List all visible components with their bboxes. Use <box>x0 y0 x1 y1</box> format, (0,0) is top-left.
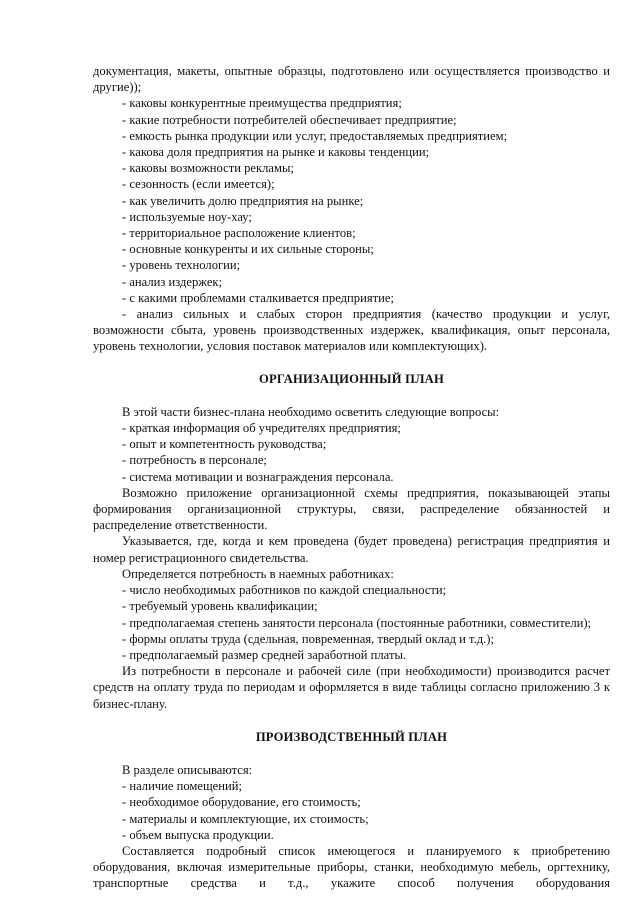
prod-plan-heading: ПРОИЗВОДСТВЕННЫЙ ПЛАН <box>255 729 448 744</box>
prod-plan-item: - объем выпуска продукции. <box>122 827 274 842</box>
intro-item: - как увеличить долю предприятия на рынке; <box>122 193 364 208</box>
org-plan-item: - краткая информация об учредителях предприятия; <box>122 421 401 436</box>
prod-plan-item: - материалы и комплектующие, их стоимость; <box>122 811 369 826</box>
intro-item: - емкость рынка продукции или услуг, предоставляемых предприятием; <box>122 128 508 143</box>
intro-item: - используемые ноу-хау; <box>122 209 252 224</box>
intro-item: - какова доля предприятия на рынке и каковы тенденции; <box>122 145 430 160</box>
intro-item: - территориальное расположение клиентов; <box>122 226 356 241</box>
analysis-paragraph: - анализ сильных и слабых сторон предприятия (качество продукции и услуг, возможности сбыта, уровень производственных издержек, квалификация, опыт персонала, уровень технологии, условия поставок материалов или комплектующих). <box>93 307 610 354</box>
prod-plan-item: - наличие помещений; <box>122 779 242 794</box>
org-plan-heading: ОРГАНИЗАЦИОННЫЙ ПЛАН <box>259 371 444 386</box>
org-plan-lead: В этой части бизнес-плана необходимо осветить следующие вопросы: <box>122 404 500 419</box>
intro-item: - основные конкуренты и их сильные стороны; <box>122 242 374 257</box>
document-page <box>93 63 610 892</box>
intro-continuation: документация, макеты, опытные образцы, подготовлено или осуществляется производство и другие)); <box>93 64 610 95</box>
staff-item: - предполагаемая степень занятости персонала (постоянные работники, совместители); <box>122 615 592 630</box>
org-scheme-paragraph: Возможно приложение организационной схемы предприятия, показывающей этапы формирования организационной структуры, связи, распределение обязанностей и распределение ответственности. <box>93 485 610 533</box>
prod-plan-item: - необходимое оборудование, его стоимость; <box>122 795 361 810</box>
registration-paragraph: Указывается, где, когда и кем проведена (будет проведена) регистрация предприятия и номер регистрационного свидетельства. <box>93 534 610 565</box>
intro-item: - каковы конкурентные преимущества предприятия; <box>122 96 402 111</box>
payroll-paragraph: Из потребности в персонале и рабочей силе (при необходимости) производится расчет средств на оплату труда по периодам и оформляется в виде таблицы согласно приложению 3 к бизнес-плану. <box>93 664 610 711</box>
org-plan-item: - система мотивации и вознаграждения персонала. <box>122 469 394 484</box>
org-plan-item: - потребность в персонале; <box>122 453 267 468</box>
equipment-paragraph: Составляется подробный список имеющегося и планируемого к приобретению оборудования, включая измерительные приборы, станки, необходимую мебель, оргтехнику, транспортные средства и т.д., укажите способ получения оборудования <box>93 843 610 891</box>
intro-item: - каковы возможности рекламы; <box>122 161 294 176</box>
intro-item: - анализ издержек; <box>122 274 223 289</box>
intro-item: - сезонность (если имеется); <box>122 177 275 192</box>
intro-item: - с какими проблемами сталкивается предприятие; <box>122 290 394 305</box>
intro-item: - уровень технологии; <box>122 258 241 273</box>
intro-item: - какие потребности потребителей обеспечивает предприятие; <box>122 112 457 127</box>
prod-plan-lead: В разделе описываются: <box>122 762 253 777</box>
staff-lead: Определяется потребность в наемных работниках: <box>122 566 394 581</box>
staff-item: - число необходимых работников по каждой специальности; <box>122 583 447 598</box>
staff-item: - требуемый уровень квалификации; <box>122 599 318 614</box>
staff-item: - предполагаемый размер средней заработной платы. <box>122 647 407 662</box>
staff-item: - формы оплаты труда (сдельная, повременная, твердый оклад и т.д.); <box>122 631 494 646</box>
org-plan-item: - опыт и компетентность руководства; <box>122 437 327 452</box>
